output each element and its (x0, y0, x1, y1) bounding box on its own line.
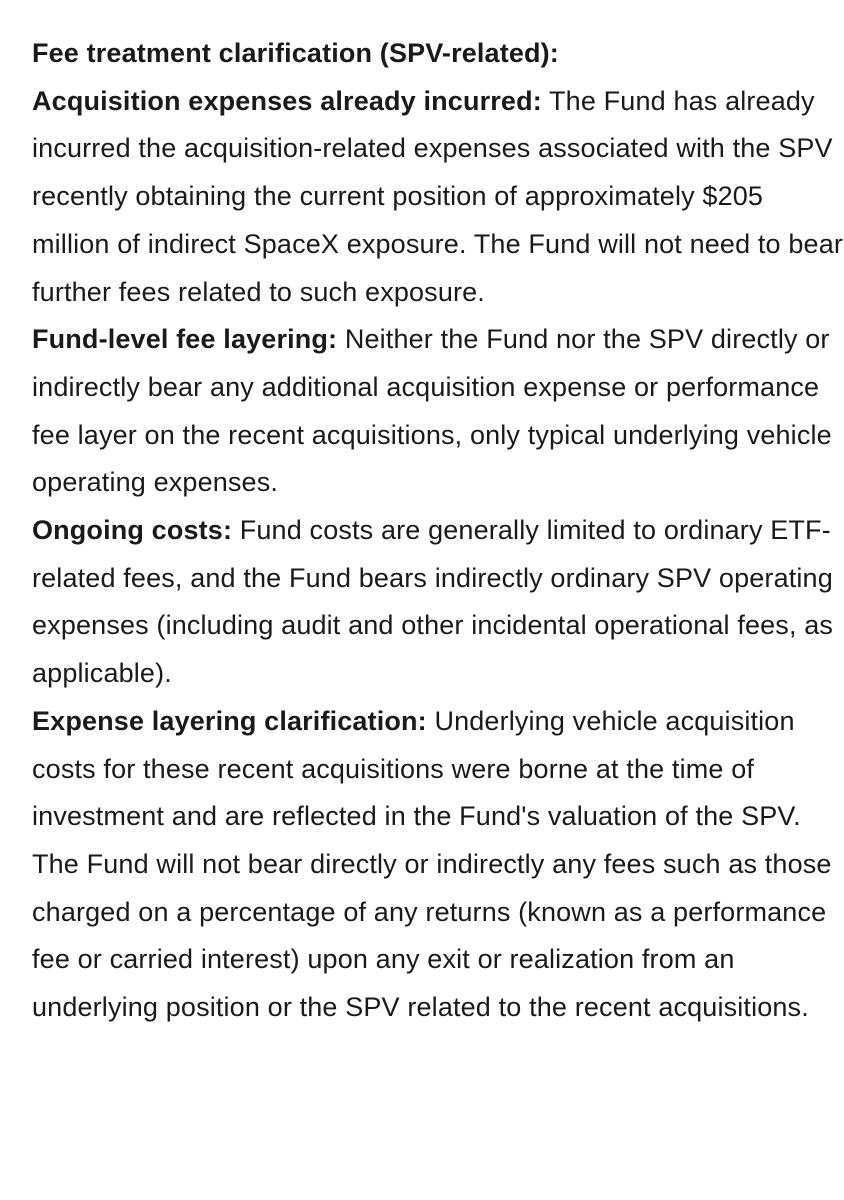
section-body: The Fund has already incurred the acquisition-related expenses associated with the SPV recently obtaining the current position of approximately $205 million of indirect SpaceX exposure. The Fund will not need to bear further fees related to such exposure. (32, 85, 844, 307)
section-ongoing-costs (32, 507, 844, 698)
section-lead: Expense layering clarification: (32, 705, 427, 736)
section-body: Neither the Fund nor the SPV directly or indirectly bear any additional acquisition expense or performance fee layer on the recent acquisitions, only typical underlying vehicle operating expenses. (32, 324, 832, 498)
section-acquisition-expenses (32, 78, 844, 317)
document-heading: Fee treatment clarification (SPV-related): (32, 38, 559, 68)
section-lead: Fund-level fee layering: (32, 324, 338, 355)
section-body: Underlying vehicle acquisition costs for these recent acquisitions were borne at the time of investment and are reflected in the Fund's valuation of the SPV. The Fund will not bear directly or indirectly any fees such as those charged on a percentage of any returns (known as a performance fee or carried interest) upon any exit or realization from an underlying position or the SPV related to the recent acquisitions. (32, 705, 832, 1023)
section-lead: Ongoing costs: (32, 515, 233, 546)
section-fund-level-fee-layering (32, 316, 844, 507)
section-lead: Acquisition expenses already incurred: (32, 85, 542, 116)
section-body: Fund costs are generally limited to ordinary ETF-related fees, and the Fund bears indirectly ordinary SPV operating expenses (including audit and other incidental operational fees, as applicable). (32, 515, 834, 689)
document-body (32, 30, 844, 1032)
section-expense-layering-clarification (32, 698, 844, 1032)
